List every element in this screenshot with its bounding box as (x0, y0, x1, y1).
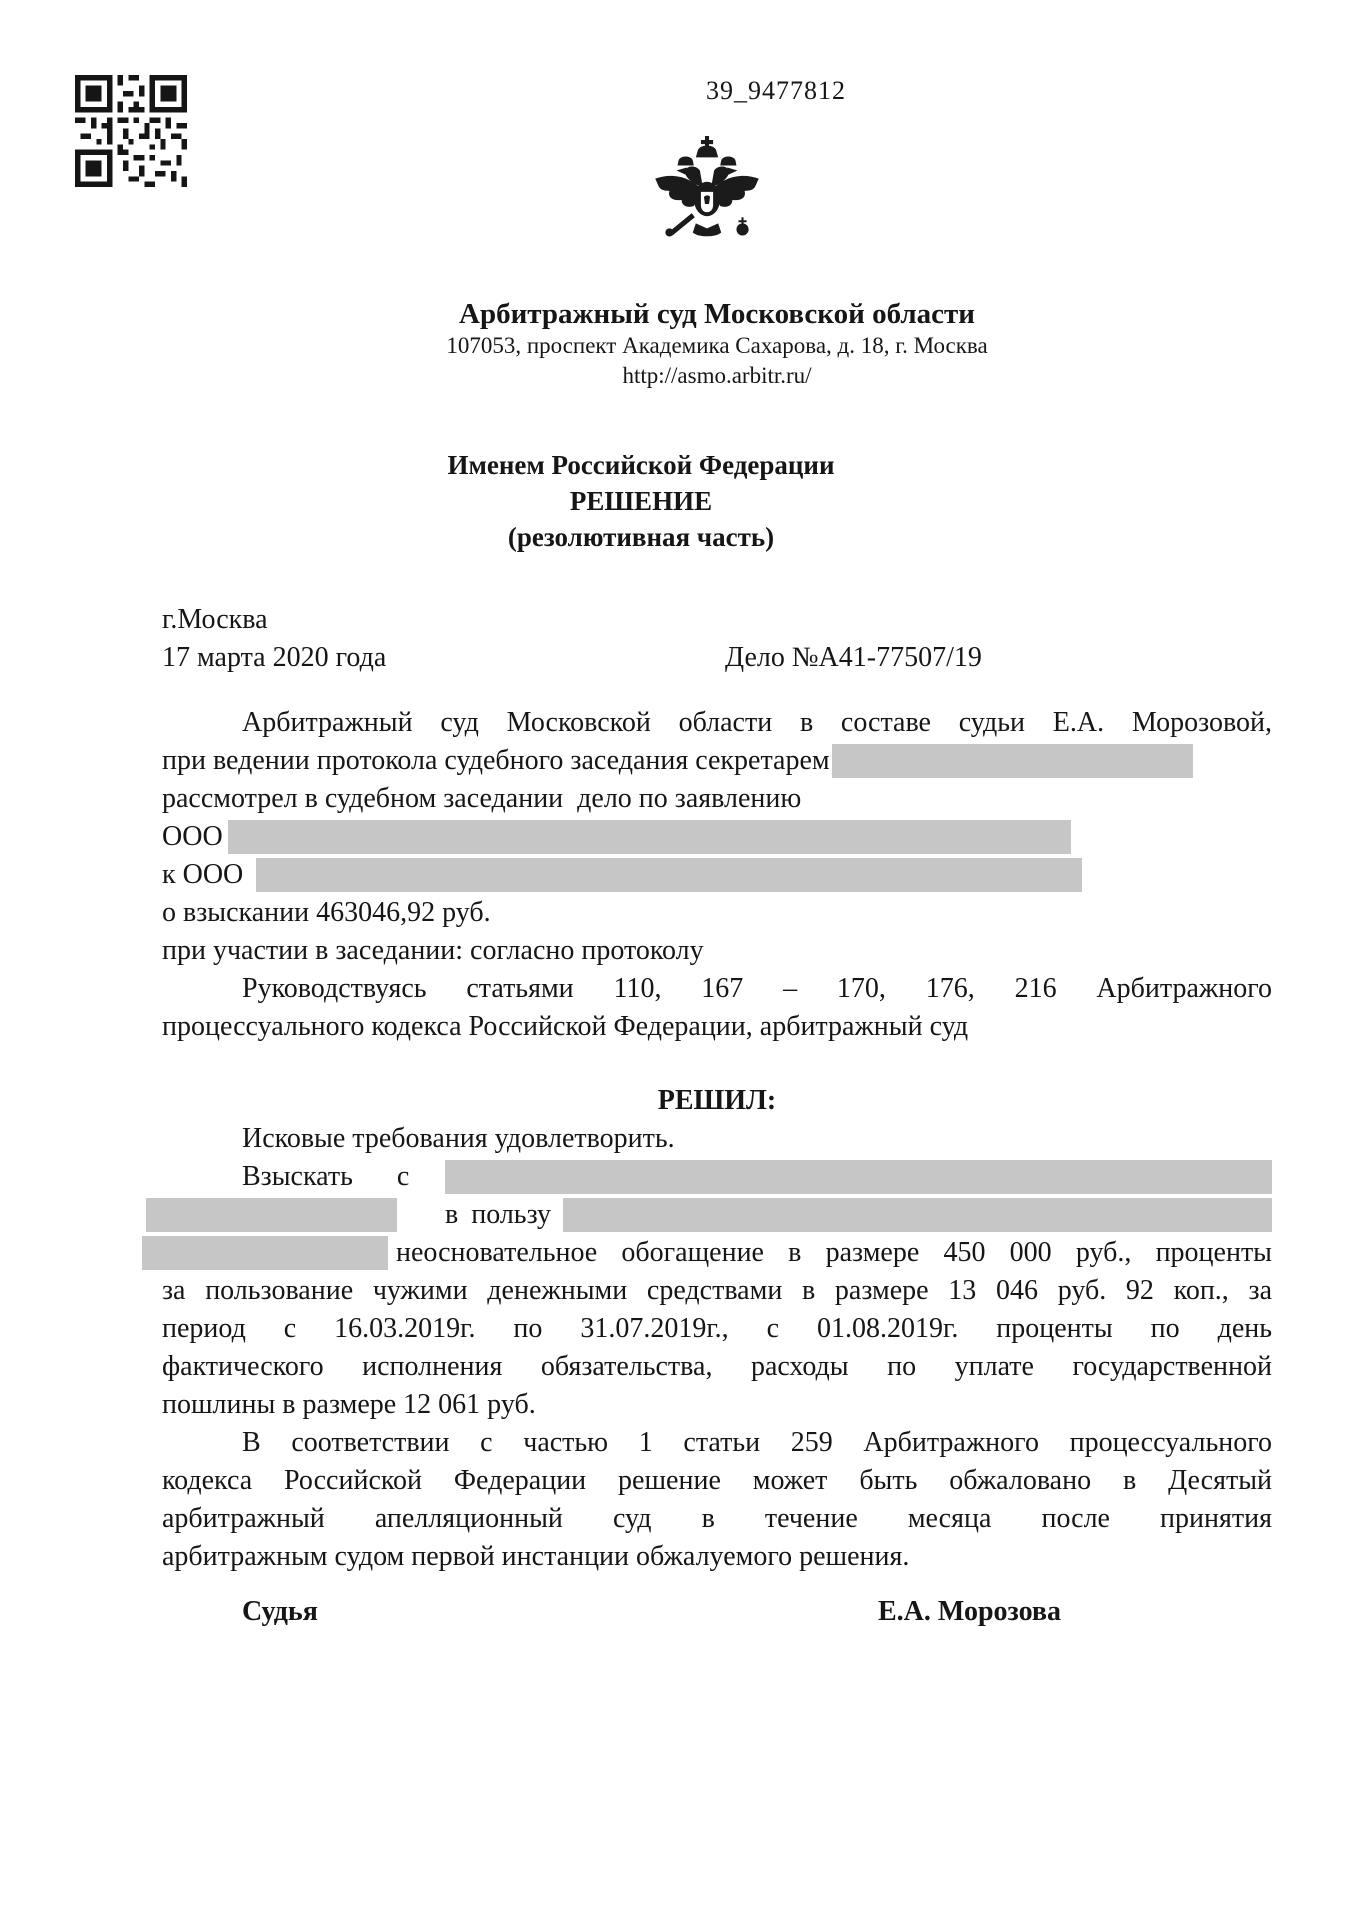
text-line (162, 1234, 1272, 1272)
text-line: за пользование чужими денежными средствами в размере 13 046 руб. 92 коп., за (162, 1275, 1272, 1306)
redaction-block (832, 744, 1193, 778)
court-url: http://asmo.arbitr.ru/ (622, 363, 812, 388)
text-line: фактического исполнения обязательства, расходы по уплате государственной (162, 1351, 1272, 1382)
judge-label: Судья (242, 1596, 318, 1627)
redaction-block (563, 1198, 1272, 1232)
text-line (162, 856, 1272, 894)
text-line (162, 780, 1272, 818)
text-line (162, 932, 1272, 970)
text-line (162, 1120, 1272, 1158)
text-line (162, 1196, 1272, 1234)
text-line: неосновательное обогащение в размере 450 000 руб., проценты (396, 1237, 1272, 1268)
redaction-block (256, 858, 1082, 892)
resolved-heading: РЕШИЛ: (657, 1085, 777, 1116)
title-decision: РЕШЕНИЕ (569, 486, 713, 516)
text-line: Взыскать (242, 1161, 353, 1192)
text-line: Исковые требования удовлетворить. (242, 1123, 675, 1154)
qr-code-icon (75, 75, 187, 187)
court-address: 107053, проспект Академика Сахарова, д. 18, г. Москва (446, 333, 988, 358)
doc-number: 39_9477812 (706, 76, 846, 105)
title-part: (резолютивная часть) (507, 522, 775, 552)
text-line: Арбитражный суд Московской области в составе судьи Е.А. Морозовой, (242, 707, 1272, 738)
text-line: арбитражный апелляционный суд в течение месяца после принятия (162, 1503, 1272, 1534)
redaction-block (142, 1236, 388, 1270)
text-line: арбитражным судом первой инстанции обжалуемого решения. (162, 1541, 910, 1572)
text-line: при участии в заседании: согласно протоколу (162, 935, 704, 966)
text-line: ООО (162, 821, 223, 852)
russia-coat-of-arms-icon (645, 136, 769, 268)
redaction-block (146, 1198, 397, 1232)
text-line: в пользу (445, 1199, 552, 1230)
text-line (162, 1538, 1272, 1576)
text-line: к ООО (162, 859, 244, 890)
text-line: кодекса Российской Федерации решение может быть обжаловано в Десятый (162, 1465, 1272, 1496)
text-line: период с 16.03.2019г. по 31.07.2019г., с 01.08.2019г. проценты по день (162, 1313, 1272, 1344)
decision-date: 17 марта 2020 года (162, 642, 387, 673)
text-line: о взыскании 463046,92 руб. (162, 897, 491, 928)
text-line (162, 818, 1272, 856)
title-in-the-name: Именем Российской Федерации (447, 450, 835, 480)
text-line: Руководствуясь статьями 110, 167 – 170, 176, 216 Арбитражного (242, 973, 1272, 1004)
case-number: Дело №А41-77507/19 (725, 642, 982, 673)
signature-row (162, 1593, 1272, 1631)
city: г.Москва (162, 604, 268, 635)
text-line (162, 1386, 1272, 1424)
text-line: процессуального кодекса Российской Федерации, арбитражный суд (162, 1011, 969, 1042)
text-line (162, 894, 1272, 932)
redaction-block (228, 820, 1071, 854)
text-line: при ведении протокола судебного заседания секретарем (162, 745, 830, 776)
text-line (162, 1158, 1272, 1196)
text-line: с (396, 1161, 410, 1192)
redaction-block (445, 1160, 1272, 1194)
text-line: пошлины в размере 12 061 руб. (162, 1389, 536, 1420)
court-name: Арбитражный суд Московской области (459, 298, 975, 330)
text-line: В соответствии с частью 1 статьи 259 Арбитражного процессуального (242, 1427, 1272, 1458)
text-line: рассмотрел в судебном заседании дело по заявлению (162, 783, 802, 814)
judge-name: Е.А. Морозова (878, 1596, 1062, 1627)
text-line (162, 742, 1272, 780)
